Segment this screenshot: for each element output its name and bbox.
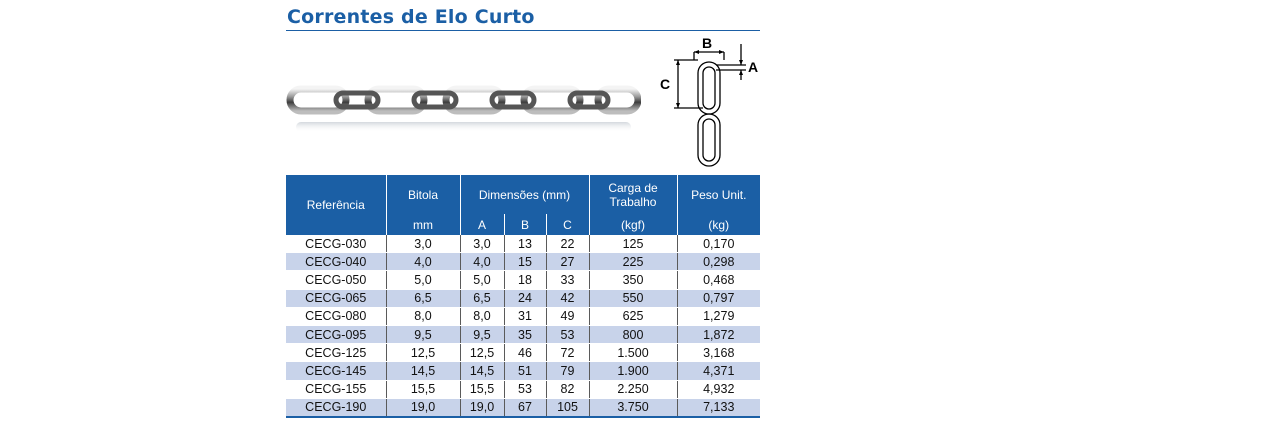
header-bitola-unit: mm xyxy=(386,214,460,235)
cell-dim-b: 15 xyxy=(504,253,546,271)
cell-bitola: 19,0 xyxy=(386,398,460,417)
cell-dim-c: 105 xyxy=(546,398,589,417)
specs-table xyxy=(286,175,760,418)
cell-dim-a: 14,5 xyxy=(460,362,504,380)
cell-bitola: 15,5 xyxy=(386,380,460,398)
cell-dim-a: 6,5 xyxy=(460,289,504,307)
cell-peso: 0,298 xyxy=(677,253,760,271)
catalog-page xyxy=(286,0,762,431)
cell-bitola: 5,0 xyxy=(386,271,460,289)
cell-dim-b: 51 xyxy=(504,362,546,380)
cell-referencia: CECG-065 xyxy=(286,289,386,307)
cell-dim-b: 18 xyxy=(504,271,546,289)
cell-dim-c: 27 xyxy=(546,253,589,271)
cell-bitola: 9,5 xyxy=(386,325,460,343)
cell-referencia: CECG-145 xyxy=(286,362,386,380)
cell-peso: 0,170 xyxy=(677,235,760,253)
cell-referencia: CECG-030 xyxy=(286,235,386,253)
cell-dim-a: 4,0 xyxy=(460,253,504,271)
table-row xyxy=(286,307,760,325)
cell-referencia: CECG-080 xyxy=(286,307,386,325)
cell-peso: 4,371 xyxy=(677,362,760,380)
diagram-label-b: B xyxy=(702,35,713,51)
cell-dim-a: 8,0 xyxy=(460,307,504,325)
cell-dim-b: 46 xyxy=(504,344,546,362)
cell-referencia: CECG-095 xyxy=(286,325,386,343)
cell-carga: 225 xyxy=(589,253,677,271)
cell-referencia: CECG-190 xyxy=(286,398,386,417)
cell-dim-c: 53 xyxy=(546,325,589,343)
header-carga: Carga de Trabalho xyxy=(589,175,677,214)
title-divider xyxy=(286,30,760,31)
cell-dim-c: 72 xyxy=(546,344,589,362)
cell-dim-b: 53 xyxy=(504,380,546,398)
chain-link-diagram xyxy=(646,32,766,172)
cell-carga: 800 xyxy=(589,325,677,343)
cell-peso: 4,932 xyxy=(677,380,760,398)
table-row xyxy=(286,398,760,417)
cell-carga: 1.900 xyxy=(589,362,677,380)
header-carga-unit: (kgf) xyxy=(589,214,677,235)
cell-peso: 3,168 xyxy=(677,344,760,362)
cell-bitola: 14,5 xyxy=(386,362,460,380)
page-title: Correntes de Elo Curto xyxy=(287,6,535,28)
cell-dim-a: 12,5 xyxy=(460,344,504,362)
chain-photo xyxy=(286,70,641,142)
table-row xyxy=(286,325,760,343)
cell-carga: 550 xyxy=(589,289,677,307)
cell-dim-a: 3,0 xyxy=(460,235,504,253)
table-row xyxy=(286,235,760,253)
cell-bitola: 12,5 xyxy=(386,344,460,362)
table-row xyxy=(286,344,760,362)
cell-carga: 1.500 xyxy=(589,344,677,362)
table-row xyxy=(286,271,760,289)
cell-dim-a: 19,0 xyxy=(460,398,504,417)
cell-dim-a: 15,5 xyxy=(460,380,504,398)
cell-dim-a: 5,0 xyxy=(460,271,504,289)
cell-peso: 0,797 xyxy=(677,289,760,307)
header-peso-unit: (kg) xyxy=(677,214,760,235)
table-row xyxy=(286,380,760,398)
cell-dim-b: 13 xyxy=(504,235,546,253)
cell-peso: 7,133 xyxy=(677,398,760,417)
header-bitola: Bitola xyxy=(386,175,460,214)
header-dim-c: C xyxy=(546,214,589,235)
cell-dim-a: 9,5 xyxy=(460,325,504,343)
cell-carga: 3.750 xyxy=(589,398,677,417)
cell-bitola: 3,0 xyxy=(386,235,460,253)
table-row xyxy=(286,253,760,271)
diagram-label-c: C xyxy=(660,76,671,92)
cell-carga: 625 xyxy=(589,307,677,325)
cell-dim-c: 22 xyxy=(546,235,589,253)
header-peso: Peso Unit. xyxy=(677,175,760,214)
cell-bitola: 6,5 xyxy=(386,289,460,307)
cell-carga: 125 xyxy=(589,235,677,253)
header-referencia: Referência xyxy=(286,175,386,235)
diagram-label-a: A xyxy=(748,59,759,75)
cell-dim-b: 67 xyxy=(504,398,546,417)
cell-dim-c: 49 xyxy=(546,307,589,325)
cell-carga: 350 xyxy=(589,271,677,289)
cell-dim-b: 24 xyxy=(504,289,546,307)
cell-referencia: CECG-040 xyxy=(286,253,386,271)
cell-dim-c: 42 xyxy=(546,289,589,307)
cell-dim-c: 33 xyxy=(546,271,589,289)
cell-dim-c: 82 xyxy=(546,380,589,398)
header-dimensoes: Dimensões (mm) xyxy=(460,175,589,214)
header-dim-a: A xyxy=(460,214,504,235)
cell-dim-b: 31 xyxy=(504,307,546,325)
table-row xyxy=(286,289,760,307)
cell-peso: 1,872 xyxy=(677,325,760,343)
cell-bitola: 4,0 xyxy=(386,253,460,271)
cell-dim-b: 35 xyxy=(504,325,546,343)
table-row xyxy=(286,362,760,380)
cell-referencia: CECG-155 xyxy=(286,380,386,398)
cell-carga: 2.250 xyxy=(589,380,677,398)
cell-bitola: 8,0 xyxy=(386,307,460,325)
cell-peso: 0,468 xyxy=(677,271,760,289)
cell-referencia: CECG-050 xyxy=(286,271,386,289)
header-dim-b: B xyxy=(504,214,546,235)
cell-dim-c: 79 xyxy=(546,362,589,380)
cell-peso: 1,279 xyxy=(677,307,760,325)
cell-referencia: CECG-125 xyxy=(286,344,386,362)
